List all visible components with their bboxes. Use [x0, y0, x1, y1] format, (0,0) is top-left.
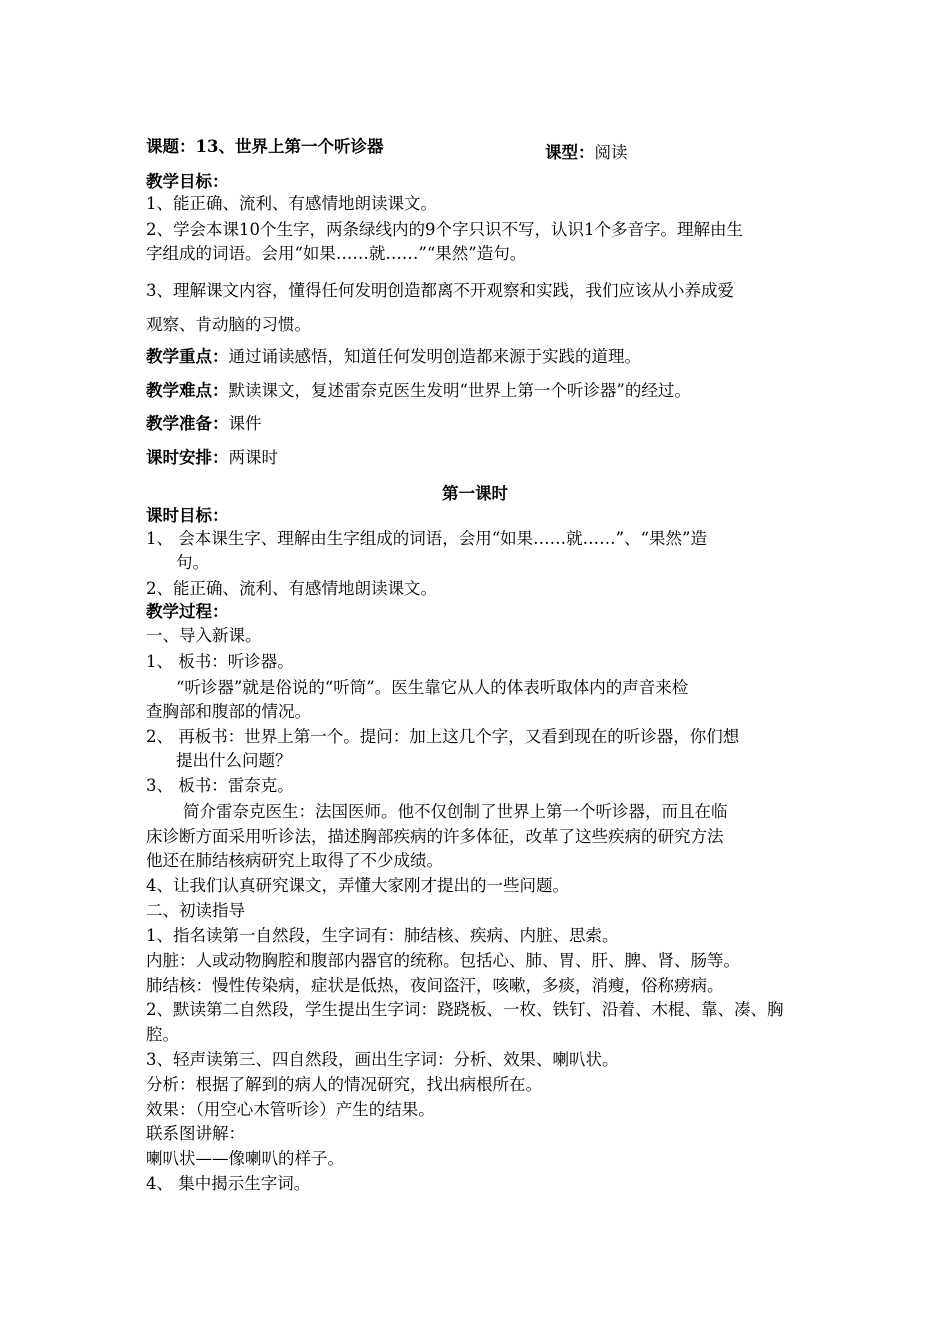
process-line-15: 肺结核：慢性传染病，症状是低热，夜间盗汗，咳嗽，多痰，消瘦，俗称痨病。 — [146, 976, 724, 995]
process-line-6: 提出什么问题？ — [176, 751, 292, 770]
process-line-10: 他还在肺结核病研究上取得了不少成绩。 — [146, 851, 443, 870]
objectives-heading: 教学目标： — [146, 172, 229, 191]
lesson-goal-1-line-1: 1、 会本课生字、理解由生字组成的词语，会用“如果……就……”、“果然”造 — [146, 529, 707, 548]
preparation-value: 课件 — [228, 414, 262, 433]
process-line-9: 床诊断方面采用听诊法，描述胸部疾病的许多体征，改革了这些疾病的研究方法 — [146, 827, 724, 846]
process-line-7: 3、 板书：雷奈克。 — [146, 776, 294, 795]
lesson-goal-2: 2、能正确、流利、有感情地朗读课文。 — [146, 579, 437, 598]
process-line-20: 效果：（用空心木管听诊）产生的结果。 — [146, 1100, 435, 1119]
process-line-18: 3、轻声读第三、四自然段，画出生字词：分析、效果、喇叭状。 — [146, 1050, 619, 1069]
lesson-goals-heading: 课时目标： — [146, 506, 229, 525]
lesson-type — [545, 139, 628, 163]
schedule — [146, 450, 278, 467]
objective-3-line-1: 3、理解课文内容，懂得任何发明创造都离不开观察和实践，我们应该从小养成爱 — [146, 281, 734, 300]
type-label: 课型： — [545, 143, 595, 162]
schedule-value: 两课时 — [228, 448, 278, 467]
preparation — [146, 416, 262, 433]
process-line-2: 1、 板书：听诊器。 — [146, 652, 294, 671]
process-line-22: 喇叭状——像喇叭的样子。 — [146, 1149, 344, 1168]
process-line-1: 一、导入新课。 — [146, 626, 262, 645]
preparation-label: 教学准备： — [146, 414, 229, 433]
lesson-1-title: 第一课时 — [442, 484, 508, 503]
difficulty-label: 教学难点： — [146, 381, 229, 400]
difficulty — [146, 383, 691, 400]
process-line-12: 二、初读指导 — [146, 901, 245, 920]
key-point-label: 教学重点： — [146, 347, 229, 366]
objective-3-line-2: 观察、肯动脑的习惯。 — [146, 315, 311, 334]
type-value: 阅读 — [594, 143, 628, 162]
process-line-19: 分析：根据了解到的病人的情况研究，找出病根所在。 — [146, 1075, 542, 1094]
schedule-label: 课时安排： — [146, 448, 229, 467]
process-line-17: 腔。 — [146, 1025, 179, 1044]
title-label: 课题： — [146, 137, 196, 156]
process-line-14: 内脏：人或动物胸腔和腹部内器官的统称。包括心、肺、胃、肝、脾、肾、肠等。 — [146, 951, 740, 970]
process-line-23: 4、 集中揭示生字词。 — [146, 1174, 311, 1193]
process-line-4: 查胸部和腹部的情况。 — [146, 702, 311, 721]
process-line-16: 2、默读第二自然段，学生提出生字词：跷跷板、一枚、铁钉、沿着、木棍、靠、凑、胸 — [146, 1000, 784, 1019]
process-line-21: 联系图讲解： — [146, 1124, 245, 1143]
process-heading: 教学过程： — [146, 602, 229, 621]
key-point — [146, 349, 641, 366]
process-line-11: 4、让我们认真研究课文，弄懂大家刚才提出的一些问题。 — [146, 876, 569, 895]
objective-2-line-2: 字组成的词语。会用“如果……就……”“果然”造句。 — [146, 244, 527, 263]
objective-2-line-1: 2、学会本课10个生字，两条绿线内的9个字只识不写，认识1个多音字。理解由生 — [146, 220, 743, 239]
process-line-5: 2、 再板书：世界上第一个。提问：加上这几个字，又看到现在的听诊器，你们想 — [146, 727, 740, 746]
key-point-value: 通过诵读感悟，知道任何发明创造都来源于实践的道理。 — [228, 347, 641, 366]
process-line-8: 简介雷奈克医生：法国医师。他不仅创制了世界上第一个听诊器，而且在临 — [183, 802, 728, 821]
process-line-13: 1、指名读第一自然段，生字词有：肺结核、疾病、内脏、思索。 — [146, 926, 619, 945]
lesson-goal-1-line-2: 句。 — [176, 553, 209, 572]
difficulty-value: 默读课文，复述雷奈克医生发明“世界上第一个听诊器”的经过。 — [228, 381, 691, 400]
process-line-3: “听诊器”就是俗说的“听筒”。医生靠它从人的体表听取体内的声音来检 — [176, 678, 689, 697]
lesson-title — [146, 139, 383, 156]
objective-1: 1、能正确、流利、有感情地朗读课文。 — [146, 194, 437, 213]
title-value: 13、世界上第一个听诊器 — [195, 137, 384, 156]
